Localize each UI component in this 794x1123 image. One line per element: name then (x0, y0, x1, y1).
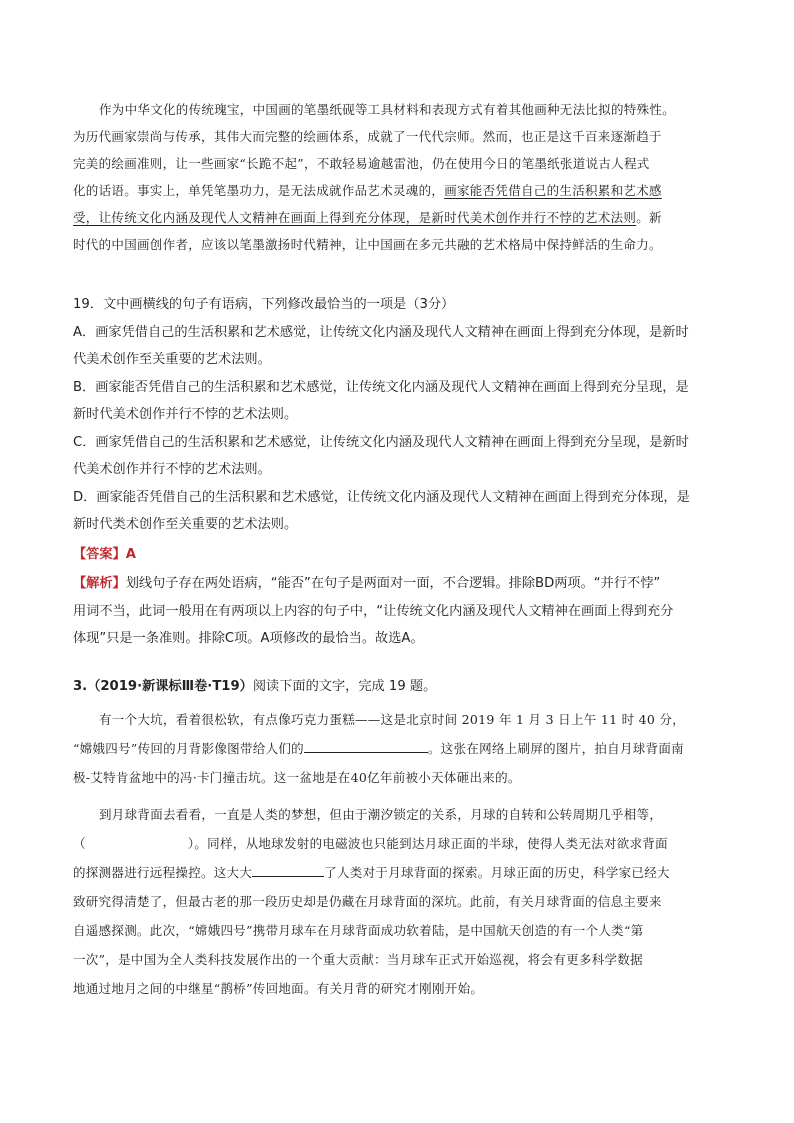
passage-text: 。这张在网络上刷屏的图片，拍自月球背面南 (427, 741, 684, 756)
passage-line: 时代的中国画创作者，应该以笔墨激扬时代精神，让中国画在多元共融的艺术格局中保持鲜活的生命力。 (73, 237, 662, 252)
option-d-line-1: D．画家能否凭借自己的生活积累和艺术感觉，让传统文化内涵及现代人文精神在画面上得到充分体现，是 (73, 489, 690, 505)
passage-line: 致研究得清楚了，但最古老的那一段历史却是仍藏在月球背面的深坑。此前，有关月球背面的信息主要来 (73, 894, 662, 909)
passage-1 (73, 96, 723, 258)
passage-2-paragraph-1 (73, 705, 723, 792)
analysis-text: 。 (410, 631, 424, 646)
option-d-line-2: 新时代类术创作至关重要的艺术法则。 (73, 517, 298, 532)
option-a-line-2: 代美术创作至关重要的艺术法则。 (73, 352, 271, 367)
analysis-text: C (224, 631, 235, 646)
passage-2-paragraph-2 (73, 800, 723, 1003)
analysis-text: A (260, 631, 270, 646)
option-c-line-1: C．画家凭借自己的生活积累和艺术感觉，让传统文化内涵及现代人文精神在画面上得到充分呈现，是新时 (73, 434, 689, 450)
passage-line (73, 858, 723, 887)
analysis-block (73, 570, 723, 653)
analysis-text: 项修改的最恰当。故选 (269, 631, 402, 646)
analysis-line (73, 625, 723, 653)
passage-text: 化的话语。事实上，单凭笔墨功力，是无法成就作品艺术灵魂的， (73, 183, 445, 198)
fill-blank (304, 738, 428, 753)
passage-line (73, 734, 723, 763)
fill-blank (252, 862, 324, 877)
passage-text: 了人类对于月球背面的探索。月球正面的历史，科学家已经大 (324, 865, 670, 880)
option-c-line-2: 代美术创作并行不悖的艺术法则。 (73, 462, 271, 477)
analysis-text: 划线句子存在两处语病，“能否”在句子是两面对一面，不合逻辑。排除 (125, 576, 536, 591)
underlined-sentence: 受，让传统文化内涵及现代人文精神在画面上得到充分体现，是新时代美术创作并行不悖的艺术法则 (73, 210, 637, 225)
question-3-heading (73, 673, 723, 700)
question-instruction: 阅读下面的文字，完成 19 题。 (252, 679, 437, 694)
passage-text: “嫦娥四号”传回的月背影像图带给人们的 (73, 741, 304, 756)
passage-line: 作为中华文化的传统瑰宝，中国画的笔墨纸砚等工具材料和表现方式有着其他画种无法比拟的特殊性。 (99, 102, 676, 117)
analysis-text: 两项。“并行不悖” (554, 576, 661, 591)
option-a-line-1: A．画家凭借自己的生活积累和艺术感觉，让传统文化内涵及现代人文精神在画面上得到充分体现，是新时 (73, 324, 689, 340)
passage-line: 极-艾特肯盆地中的冯·卡门撞击坑。这一盆地是在40亿年前被小天体砸出来的。 (73, 770, 521, 785)
option-b-line-2: 新时代美术创作并行不悖的艺术法则。 (73, 407, 298, 422)
question-19 (73, 291, 723, 539)
analysis-text: 项。 (234, 631, 261, 646)
passage-text: 。新 (636, 210, 662, 225)
passage-line: 到月球背面去看看，一直是人类的梦想，但由于潮汐锁定的关系，月球的自转和公转周期几乎相等， (99, 807, 663, 822)
analysis-text: BD (535, 576, 555, 591)
passage-text: ）。同样，从地球发射的电磁波也只能到达月球正面的半球，使得人类无法对欲求背面 (187, 836, 668, 851)
answer-block (73, 541, 723, 568)
passage-text: （ (73, 836, 86, 851)
analysis-line (73, 570, 723, 598)
passage-text: 的探测器进行远程操控。这大大 (73, 865, 253, 880)
passage-line (73, 177, 723, 204)
passage-line: 自遥感探测。此次，“嫦娥四号”携带月球车在月球背面成功软着陆，是中国航天创造的有一个人类“第 (73, 923, 644, 938)
answer-label: 【答案】 (73, 547, 126, 562)
passage-line: 为历代画家崇尚与传承，其伟大而完整的绘画体系，成就了一代代宗师。然而，也正是这千百来逐渐趋于 (73, 129, 662, 144)
passage-line: 完美的绘画准则，让一些画家“长跪不起”，不敢轻易逾越雷池，仍在使用今日的笔墨纸张道说古人程式 (73, 156, 650, 171)
analysis-line: 用词不当，此词一般用在有两项以上内容的句子中，“让传统文化内涵及现代人文精神在画面上得到充分 (73, 603, 674, 619)
question-source: （2019·新课标Ⅲ卷·T19） (87, 679, 253, 694)
passage-line: 有一个大坑，看着很松软，有点像巧克力蛋糕——这是北京时间 2019 年 1 月 3 日上午 11 时 40 分， (99, 712, 686, 727)
answer-value: A (125, 547, 136, 562)
question-stem: 19．文中画横线的句子有语病，下列修改最恰当的一项是（3分） (73, 297, 455, 312)
passage-line: 地通过地月之间的中继星“鹊桥”传回地面。有关月背的研究才刚刚开始。 (73, 981, 484, 996)
passage-line (73, 829, 723, 858)
question-number: 3. (73, 679, 88, 694)
option-b-line-1: B．画家能否凭借自己的生活积累和艺术感觉，让传统文化内涵及现代人文精神在画面上得到充分呈现，是 (73, 379, 689, 395)
passage-line (73, 204, 723, 231)
analysis-text: 体现”只是一条准则。排除 (73, 631, 225, 646)
underlined-sentence: 画家能否凭借自己的生活积累和艺术感 (444, 183, 662, 198)
passage-line: 一次”，是中国为全人类科技发展作出的一个重大贡献：当月球车正式开始巡视，将会有更多科学数据 (73, 952, 643, 967)
analysis-text: A (401, 631, 411, 646)
analysis-label: 【解析】 (73, 576, 126, 591)
